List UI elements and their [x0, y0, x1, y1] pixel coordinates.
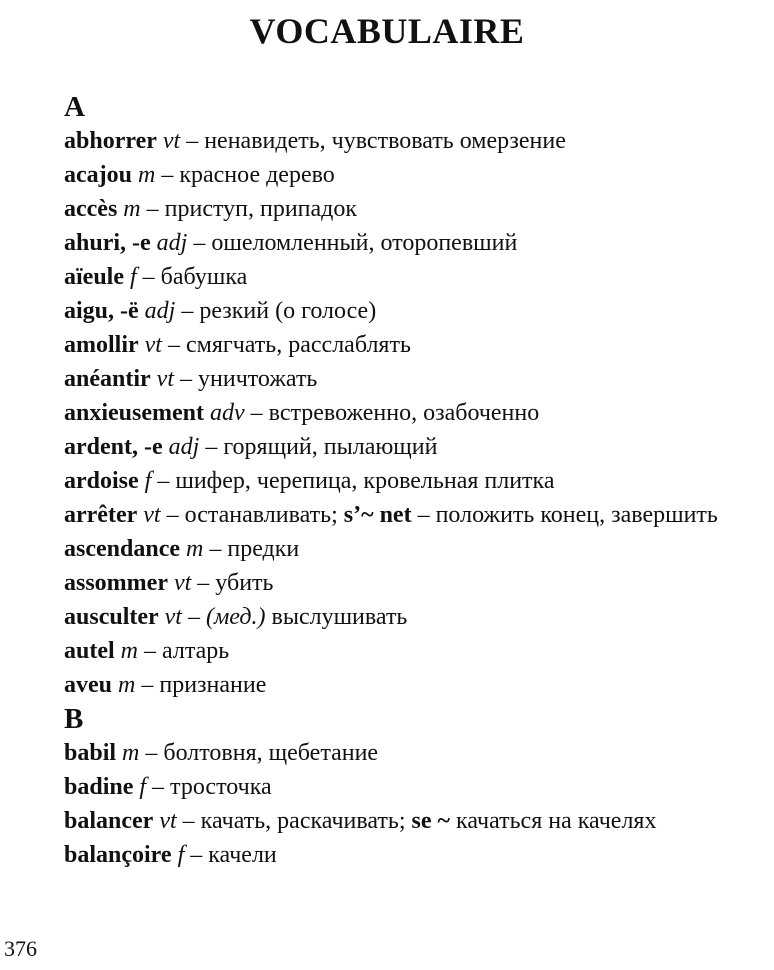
sub-translation: положить конец, завершить [435, 502, 718, 528]
glossary-entry: anxieusement adv – встревоженно, озабоченно [64, 400, 540, 426]
section-letter: A [64, 91, 85, 123]
translation: резкий (о голосе) [199, 298, 377, 324]
headword: accès [64, 196, 118, 222]
section-b [64, 702, 764, 872]
part-of-speech: f [139, 774, 147, 800]
part-of-speech: vt [159, 808, 177, 834]
glossary-entry: ardoise f – шифер, черепица, кровельная плитка [64, 468, 555, 494]
headword: abhorrer [64, 128, 157, 154]
translation: останавливать; [184, 502, 338, 528]
translation: горящий, пылающий [223, 434, 438, 460]
headword: balancer [64, 808, 154, 834]
headword: acajou [64, 162, 132, 188]
part-of-speech: vt [173, 570, 192, 596]
glossary-entry: amollir vt – смягчать, расслаблять [64, 332, 411, 358]
part-of-speech: vt [162, 128, 181, 154]
glossary-entry: badine f – тросточка [64, 774, 272, 800]
headword: autel [64, 638, 115, 664]
glossary-entry: assommer vt – убить [64, 570, 274, 596]
glossary-entry: ardent, -e adj – горящий, пылающий [64, 434, 438, 460]
translation: тросточка [170, 774, 272, 800]
part-of-speech: adj [168, 434, 200, 460]
sub-term: s’~ net [343, 502, 412, 528]
translation: уничтожать [198, 366, 318, 392]
glossary-entry: acajou m – красное дерево [64, 162, 335, 188]
glossary-entry: ascendance m – предки [64, 536, 300, 562]
translation: выслушивать [271, 604, 408, 630]
headword: balançoire [64, 842, 172, 868]
headword: ausculter [64, 604, 159, 630]
glossary-entry: accès m – приступ, припадок [64, 196, 358, 222]
section-a [64, 90, 764, 702]
page-title: VOCABULAIRE [249, 11, 525, 51]
glossary-entry: autel m – алтарь [64, 638, 230, 664]
glossary-entry: balançoire f – качели [64, 842, 277, 868]
part-of-speech: m [138, 162, 156, 188]
translation: приступ, припадок [164, 196, 358, 222]
part-of-speech: adv [210, 400, 245, 426]
headword: amollir [64, 332, 139, 358]
part-of-speech: vt [144, 332, 162, 358]
glossary-entry: balancer vt – качать, раскачивать; se ~ качаться на качелях [64, 808, 657, 834]
page-number: 376 [4, 936, 37, 961]
glossary-entry: abhorrer vt – ненавидеть, чувствовать омерзение [64, 128, 566, 154]
headword: ahuri, -e [64, 230, 151, 256]
translation: шифер, черепица, кровельная плитка [175, 468, 555, 494]
translation: смягчать, расслаблять [185, 332, 411, 358]
headword: aveu [64, 672, 112, 698]
part-of-speech: f [177, 842, 185, 868]
headword: aïeule [64, 264, 124, 290]
headword: arrêter [64, 502, 138, 528]
headword: ardoise [64, 468, 139, 494]
part-of-speech: m [120, 638, 139, 664]
glossary-entry: anéantir vt – уничтожать [64, 366, 318, 392]
glossary [64, 90, 764, 872]
headword: badine [64, 774, 134, 800]
glossary-entry: aveu m – признание [64, 672, 267, 698]
glossary-entry: aigu, -ë adj – резкий (о голосе) [64, 298, 377, 324]
usage-note: (мед.) [205, 604, 266, 630]
translation: предки [227, 536, 300, 562]
part-of-speech: vt [143, 502, 161, 528]
headword: anxieusement [64, 400, 204, 426]
part-of-speech: vt [164, 604, 182, 630]
headword: ascendance [64, 536, 180, 562]
headword: ardent, -e [64, 434, 163, 460]
part-of-speech: vt [156, 366, 174, 392]
translation: бабушка [160, 264, 248, 290]
part-of-speech: adj [156, 230, 188, 256]
glossary-entry: ausculter vt – (мед.) выслушивать [64, 604, 408, 630]
part-of-speech: m [118, 672, 136, 698]
section-letter: B [64, 703, 84, 735]
glossary-entry: aïeule f – бабушка [64, 264, 248, 290]
sub-translation: качаться на качелях [456, 808, 657, 834]
part-of-speech: m [122, 740, 140, 766]
glossary-entry: arrêter vt – останавливать; s’~ net – положить конец, завершить [64, 502, 718, 528]
sub-term: se ~ [411, 808, 451, 834]
headword: anéantir [64, 366, 151, 392]
translation: качели [208, 842, 277, 868]
glossary-entry: babil m – болтовня, щебетание [64, 740, 379, 766]
translation: качать, раскачивать; [200, 808, 406, 834]
translation: болтовня, щебетание [163, 740, 379, 766]
translation: признание [159, 672, 267, 698]
part-of-speech: adj [144, 298, 176, 324]
translation: убить [215, 570, 274, 596]
headword: babil [64, 740, 117, 766]
translation: ошеломленный, оторопевший [211, 230, 518, 256]
part-of-speech: f [130, 264, 137, 290]
headword: assommer [64, 570, 168, 596]
translation: алтарь [162, 638, 230, 664]
part-of-speech: m [123, 196, 141, 222]
translation: ненавидеть, чувствовать омерзение [204, 128, 566, 154]
headword: aigu, -ë [64, 298, 139, 324]
part-of-speech: m [186, 536, 204, 562]
glossary-entry: ahuri, -e adj – ошеломленный, оторопевший [64, 230, 518, 256]
translation: красное дерево [179, 162, 335, 188]
part-of-speech: f [144, 468, 152, 494]
translation: встревоженно, озабоченно [268, 400, 540, 426]
